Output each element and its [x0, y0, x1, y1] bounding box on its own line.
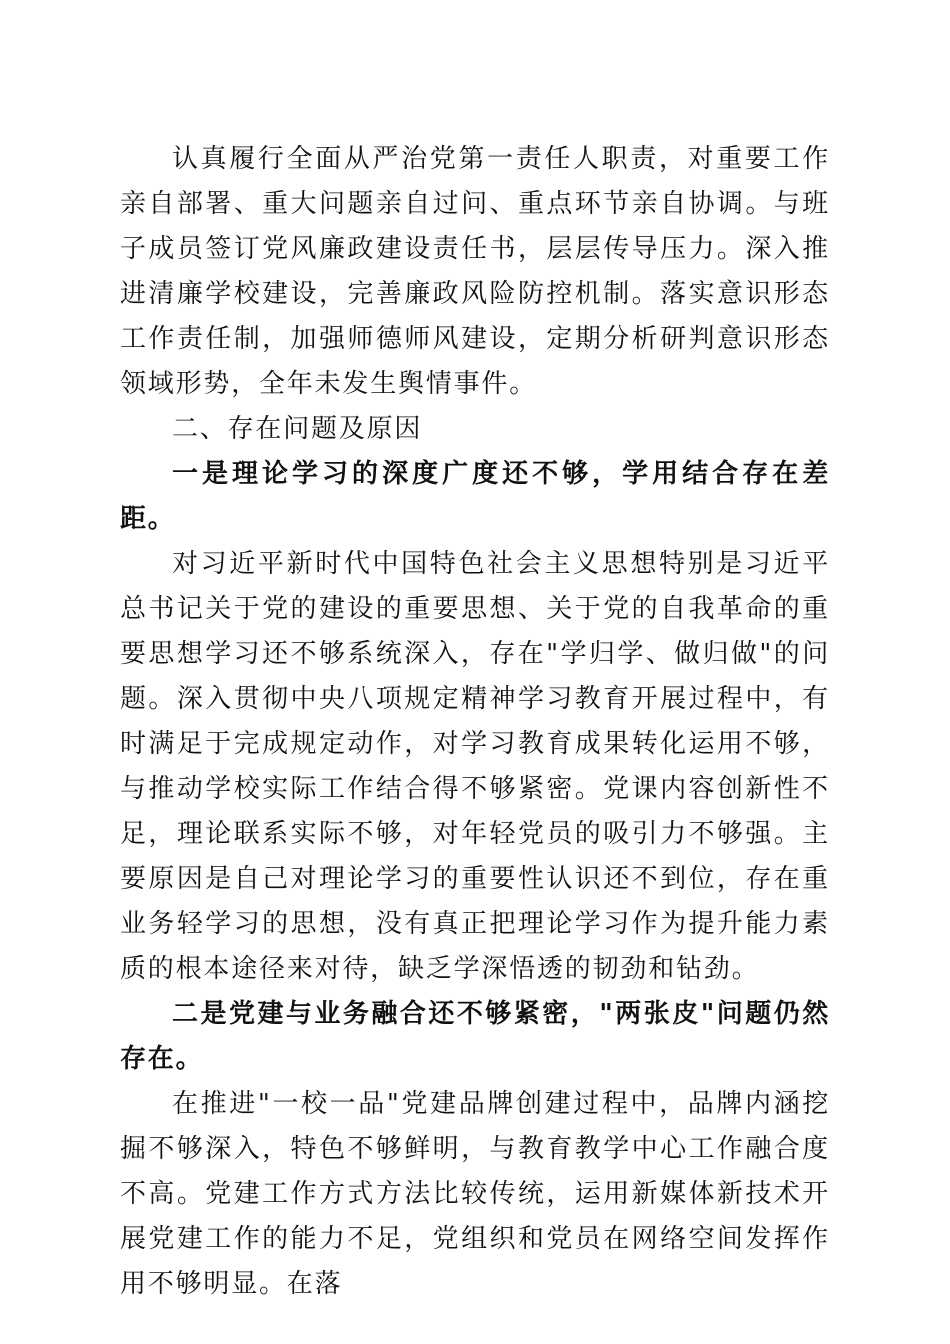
problem-1-body: 对习近平新时代中国特色社会主义思想特别是习近平总书记关于党的建设的重要思想、关于党的自我革命的重要思想学习还不够系统深入，存在"学归学、做归做"的问题。深入贯彻中央八项规定精神学习教育开展过程中，有时满足于完成规定动作，对学习教育成果转化运用不够，与推动学校实际工作结合得不够紧密。党课内容创新性不足，理论联系实际不够，对年轻党员的吸引力不够强。主要原因是自己对理论学习的重要性认识还不到位，存在重业务轻学习的思想，没有真正把理论学习作为提升能力素质的根本途径来对待，缺乏学深悟透的韧劲和钻劲。 — [120, 549, 830, 984]
problem-1-title: 一是理论学习的深度广度还不够，学用结合存在差距。 — [120, 459, 830, 534]
paragraph-responsibility: 认真履行全面从严治党第一责任人职责，对重要工作亲自部署、重大问题亲自过问、重点环节亲自协调。与班子成员签订党风廉政建设责任书，层层传导压力。深入推进清廉学校建设，完善廉政风险防控机制。落实意识形态工作责任制，加强师德师风建设，定期分析研判意识形态领域形势，全年未发生舆情事件。 — [120, 144, 830, 399]
problem-2-body: 在推进"一校一品"党建品牌创建过程中，品牌内涵挖掘不够深入，特色不够鲜明，与教育教学中心工作融合度不高。党建工作方式方法比较传统，运用新媒体新技术开展党建工作的能力不足，党组织和党员在网络空间发挥作用不够明显。在落 — [120, 1089, 830, 1299]
document-body — [120, 137, 830, 1307]
problem-2-title: 二是党建与业务融合还不够紧密，"两张皮"问题仍然存在。 — [120, 999, 830, 1074]
section-heading-problems: 二、存在问题及原因 — [172, 414, 423, 444]
